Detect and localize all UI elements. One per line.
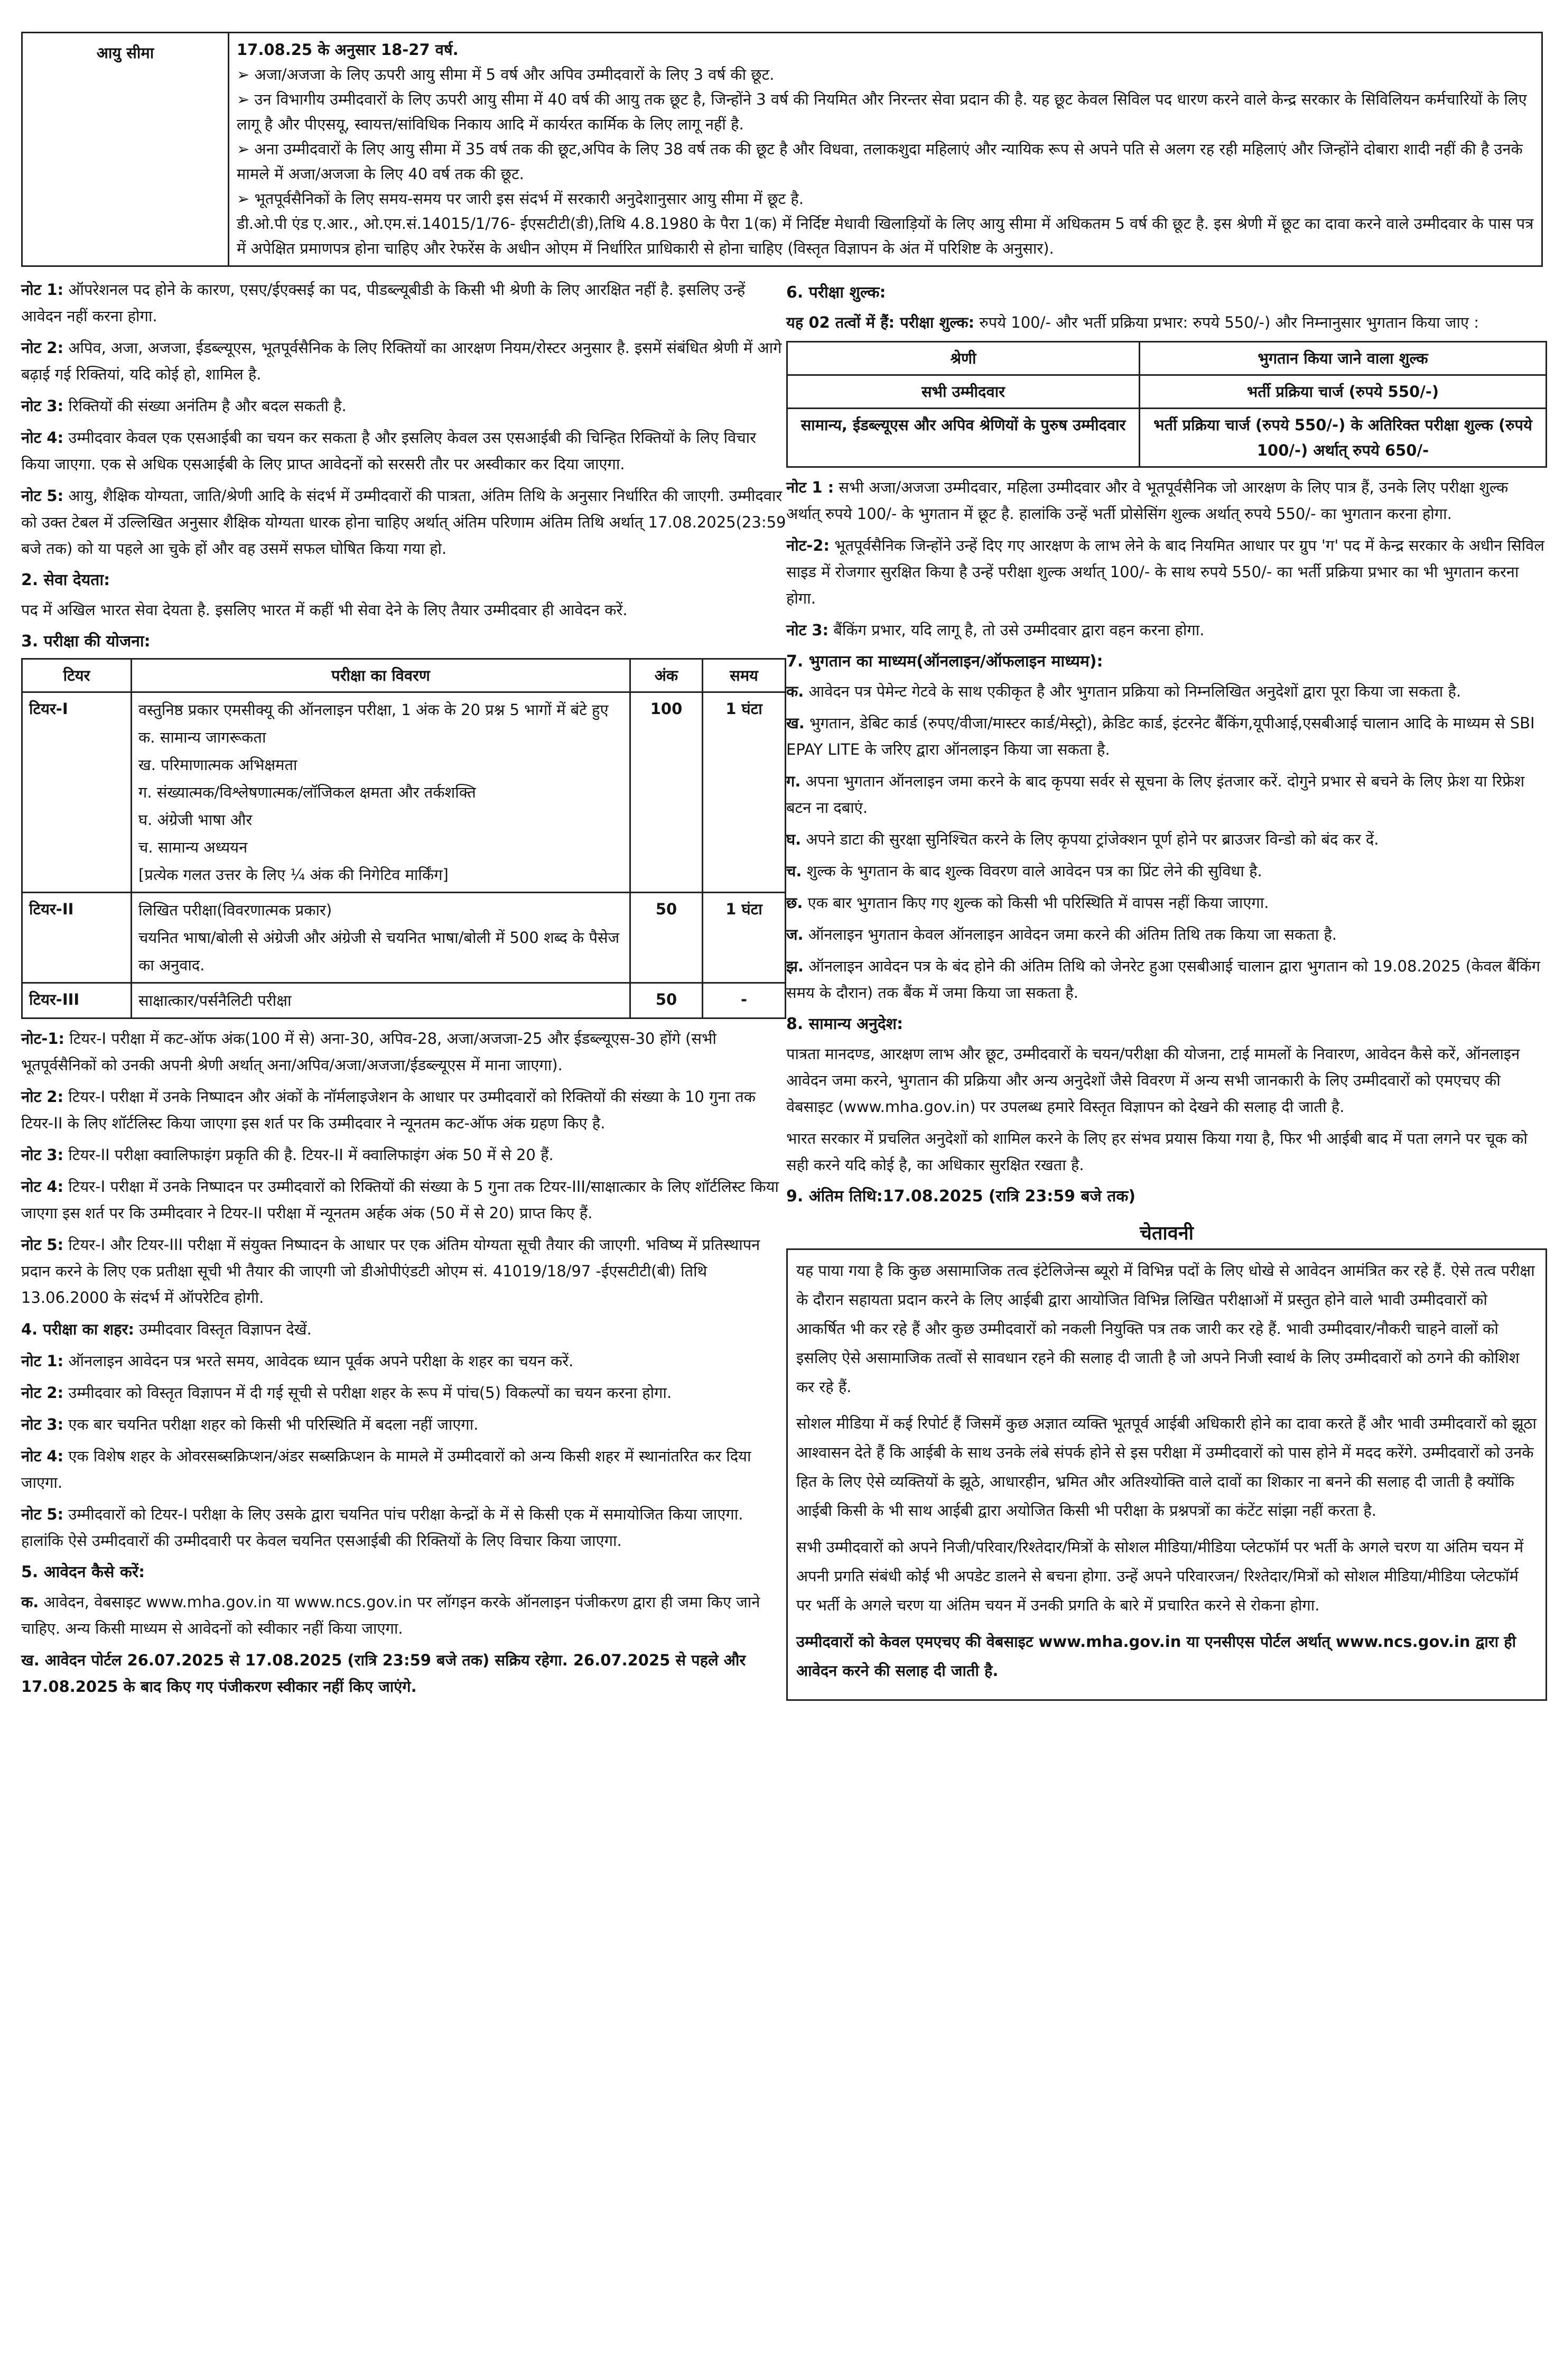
note-item: नोट 2: अपिव, अजा, अजजा, ईडब्ल्यूएस, भूतपूर्वसैनिक के लिए रिक्तियों का आरक्षण नियम/रोस्टर अनुसार है. इसमें संबंधित श्रेणी में आगे बढ़ाई गई रिक्तियां, यदि कोई हो, शामिल है. [21, 339, 782, 383]
note-item: नोट 3: बैंकिंग प्रभार, यदि लागू है, तो उसे उम्मीदवार द्वारा वहन करना होगा. [786, 621, 1205, 639]
category-cell: सामान्य, ईडब्ल्यूएस और अपिव श्रेणियों के पुरुष उम्मीदवार [787, 409, 1140, 467]
last-date: 9. अंतिम तिथि:17.08.2025 (रात्रि 23:59 बजे तक) [786, 1187, 1136, 1206]
warning-box [786, 1248, 1547, 1701]
general-instructions-text: भारत सरकार में प्रचलित अनुदेशों को शामिल करने के लिए हर संभव प्रयास किया गया है, फिर भी आईबी बाद में पता लगने पर चूक को सही करने यदि कोई है, का अधिकार सुरक्षित रखता है. [786, 1129, 1528, 1174]
sports-relaxation-text: डी.ओ.पी एंड ए.आर., ओ.एम.सं.14015/1/76- ईएसटीटी(डी),तिथि 4.8.1980 के पैरा 1(क) में निर्दिष्ट मेधावी खिलाड़ियों के लिए आयु सीमा में अधिकतम 5 वर्ष की छूट है. इस श्रेणी में छूट का दावा करने वाले उम्मीदवार के पास पत्र में अपेक्षित प्रमाणपत्र होना चाहिए और रेफरेंस के अधीन ओएम में निर्धारित प्राधिकारी से होना चाहिए (विस्तृत विज्ञापन के अंत में परिशिष्ट के अनुसार). [237, 215, 1534, 257]
exam-city-line [21, 1316, 786, 1342]
age-limit-heading: 17.08.25 के अनुसार 18-27 वर्ष. [237, 41, 459, 59]
exam-description-cell: वस्तुनिष्ठ प्रकार एमसीक्यू की ऑनलाइन परीक्षा, 1 अंक के 20 प्रश्न 5 भागों में बंटे हुए क. सामान्य जागरूकता ख. परिमाणात्मक अभिक्षमता ग. संख्यात्मक/विश्लेषणात्मक/लॉजिकल क्षमता और तर्कशक्ति घ. अंग्रेजी भाषा और च. सामान्य अध्ययन [प्रत्येक गलत उत्तर के लिए ¼ अंक की निगेटिव मार्किंग] [132, 692, 630, 893]
exam-city-heading: 4. परीक्षा का शहर: [21, 1320, 134, 1338]
column-header: टियर [22, 659, 132, 692]
fee-cell: भर्ती प्रक्रिया चार्ज (रुपये 550/-) के अतिरिक्त परीक्षा शुल्क (रुपये 100/-) अर्थात् रुपये 650/- [1140, 409, 1547, 467]
apply-item: ख. आवेदन पोर्टल 26.07.2025 से 17.08.2025 (रात्रि 23:59 बजे तक) सक्रिय रहेगा. 26.07.2025 से पहले और 17.08.2025 के बाद किए गए पंजीकरण स्वीकार नहीं किए जाएंगे. [21, 1651, 746, 1696]
age-relaxation-bullet: ➢ अजा/अजजा के लिए ऊपरी आयु सीमा में 5 वर्ष और अपिव उम्मीदवारों के लिए 3 वर्ष की छूट. [237, 62, 1534, 87]
note-item: नोट 4: उम्मीदवार केवल एक एसआईबी का चयन कर सकता है और इसलिए केवल उस एसआईबी की चिन्हित रिक्तियों के लिए विचार किया जाएगा. एक से अधिक एसआईबी के लिए प्राप्त आवेदनों को सरसरी तौर पर अस्वीकार कर दिया जाएगा. [21, 429, 757, 473]
payment-item: ख. भुगतान, डेबिट कार्ड (रुपए/वीजा/मास्टर कार्ड/मेस्ट्रो), क्रेडिट कार्ड, इंटरनेट बैंकिंग,यूपीआई,एसबीआई चालान आदि के माध्यम से SBI EPAY LITE के जरिए द्वारा ऑनलाइन किया जा सकता है. [786, 714, 1535, 758]
warning-paragraph: सभी उम्मीदवारों को अपने निजी/परिवार/रिश्तेदार/मित्रों के सोशल मीडिया/मीडिया प्लेटफॉर्म पर भर्ती के अगले चरण या अंतिम चयन में अपनी प्रगति संबंधी कोई भी अपडेट डालने से बचना होगा. उन्हें अपने परिवारजन/ रिश्तेदार/मित्रों को सोशल मीडिया/मीडिया प्लेटफॉर्म पर भर्ती के अगले चरण या अंतिम चयन में उनकी प्रगति के बारे में प्रचारित करने से रोकना होगा. [796, 1538, 1524, 1614]
column-header: श्रेणी [787, 342, 1140, 375]
left-column [21, 276, 786, 1705]
age-relaxation-bullet: ➢ अना उम्मीदवारों के लिए आयु सीमा में 35 वर्ष तक की छूट,अपिव के लिए 38 वर्ष तक की छूट है और विधवा, तलाकशुदा महिलाएं और न्यायिक रूप से अपने पति से अलग रह रही महिलाएं और जिन्होंने दोबारा शादी नहीं की है उनके मामले में अजा/अजजा के लिए 40 वर्ष तक की छूट. [237, 137, 1534, 187]
payment-item: घ. अपने डाटा की सुरक्षा सुनिश्चित करने के लिए कृपया ट्रांजेक्शन पूर्ण होने पर ब्राउजर विन्डो को बंद कर दें. [786, 830, 1379, 848]
exam-description-cell: साक्षात्कार/पर्सनैलिटी परीक्षा [132, 983, 630, 1018]
fee-cell: भर्ती प्रक्रिया चार्ज (रुपये 550/-) [1140, 375, 1547, 409]
exam-fee-heading: 6. परीक्षा शुल्क: [786, 283, 886, 302]
how-to-apply-heading: 5. आवेदन कैसे करें: [21, 1563, 145, 1581]
note-item: नोट 2: टियर-I परीक्षा में उनके निष्पादन और अंकों के नॉर्मलाइजेशन के आधार पर उम्मीदवारों को रिक्तियों की संख्या के 10 गुना तक टियर-II के लिए शॉर्टलिस्ट किया जाएगा इस शर्त पर कि उम्मीदवार ने न्यूनतम कट-ऑफ अंक ग्रहण किए है. [21, 1088, 756, 1132]
exam-scheme-table [21, 658, 786, 1019]
table-row [22, 983, 786, 1018]
fee-table [786, 341, 1547, 468]
payment-item: छ. एक बार भुगतान किए गए शुल्क को किसी भी परिस्थिति में वापस नहीं किया जाएगा. [786, 894, 1269, 912]
service-liability-heading: 2. सेवा देयता: [21, 571, 110, 589]
note-item: नोट 5: टियर-I और टियर-III परीक्षा में संयुक्त निष्पादन के आधार पर एक अंतिम योग्यता सूची तैयार की जाएगी. भविष्य में प्रतिस्थापन प्रदान करने के लिए एक प्रतीक्षा सूची भी तैयार की जाएगी जो डीओपीएंडटी ओएम सं. 41019/18/97 -ईएसटीटी(बी) तिथि 13.06.2000 के संदर्भ में ऑपरेटिव होगी. [21, 1236, 760, 1307]
tier-cell: टियर-I [22, 692, 132, 893]
note-item: नोट 4: टियर-I परीक्षा में उनके निष्पादन पर उम्मीदवारों को रिक्तियों की संख्या के 5 गुना तक टियर-III/साक्षात्कार के लिए शॉर्टलिस्ट किया जाएगा इस शर्त पर कि उम्मीदवार ने टियर-II परीक्षा में न्यूनतम अर्हक अंक (50 में से 20) प्राप्त किए हैं. [21, 1178, 779, 1222]
column-header: परीक्षा का विवरण [132, 659, 630, 692]
age-limit-label: आयु सीमा [22, 33, 229, 266]
two-column-body [21, 276, 1543, 1705]
note-item: नोट 5: आयु, शैक्षिक योग्यता, जाति/श्रेणी आदि के संदर्भ में उम्मीदवारों की पात्रता, अंतिम तिथि के अनुसार निर्धारित की जाएगी. उम्मीदवार को उक्त टेबल में उल्लिखित अनुसार शैक्षिक योग्यता धारक होना चाहिए अर्थात् अंतिम परिणाम अंतिम तिथि अर्थात् 17.08.2025(23:59 बजे तक) को या पहले आ चुके हों और वह उसमें सफल घोषित किया गया हो. [21, 487, 786, 558]
exam-description-cell: लिखित परीक्षा(विवरणात्मक प्रकार) चयनित भाषा/बोली से अंग्रेजी और अंग्रेजी से चयनित भाषा/बोली में 500 शब्द के पैसेज का अनुवाद. [132, 893, 630, 983]
general-instructions-heading: 8. सामान्य अनुदेश: [786, 1015, 904, 1033]
time-cell: - [703, 983, 786, 1018]
payment-item: झ. ऑनलाइन आवेदन पत्र के बंद होने की अंतिम तिथि को जेनरेट हुआ एसबीआई चालान द्वारा भुगतान को 19.08.2025 (केवल बैंकिंग समय के दौरान) तक बैंक में जमा किया जा सकता है. [786, 957, 1540, 1002]
age-relaxation-bullet: ➢ उन विभागीय उम्मीदवारों के लिए ऊपरी आयु सीमा में 40 वर्ष की आयु तक छूट है, जिन्होंने 3 वर्ष की नियमित और निरन्तर सेवा प्रदान की है. यह छूट केवल सिविल पद धारण करने वाले केन्द्र सरकार के सिविलियन कर्मचारियों के लिए लागू है और पीएसयू, स्वायत्त/सांविधिक निकाय आदि में कार्यरत कार्मिक के लिए लागू नहीं है. [237, 87, 1534, 137]
marks-cell: 50 [630, 893, 703, 983]
table-header-row [787, 342, 1547, 375]
right-column [786, 276, 1547, 1705]
table-row [22, 692, 786, 893]
note-item: नोट 4: एक विशेष शहर के ओवरसब्सक्रिप्शन/अंडर सब्सक्रिप्शन के मामले में उम्मीदवारों को अन्य किसी शहर में स्थानांतरित कर दिया जाएगा. [21, 1447, 751, 1492]
note-item: नोट 2: उम्मीदवार को विस्तृत विज्ञापन में दी गई सूची से परीक्षा शहर के रूप में पांच(5) विकल्पों का चयन करना होगा. [21, 1384, 672, 1402]
table-header-row [22, 659, 786, 692]
note-item: नोट 1 : सभी अजा/अजजा उम्मीदवार, महिला उम्मीदवार और वे भूतपूर्वसैनिक जो आरक्षण के लिए पात्र हैं, उनके लिए परीक्षा शुल्क अर्थात् रुपये 100/- के भुगतान में छूट है. हालांकि उन्हें भर्ती प्रोसेसिंग शुल्क अर्थात् रुपये 550/- का भुगतान करना होगा. [786, 478, 1509, 523]
marks-cell: 50 [630, 983, 703, 1018]
time-cell: 1 घंटा [703, 893, 786, 983]
category-cell: सभी उम्मीदवार [787, 375, 1140, 409]
payment-item: ज. ऑनलाइन भुगतान केवल ऑनलाइन आवेदन जमा करने की अंतिम तिथि तक किया जा सकता है. [786, 925, 1337, 943]
age-relaxation-bullet: ➢ भूतपूर्वसैनिकों के लिए समय-समय पर जारी इस संदर्भ में सरकारी अनुदेशानुसार आयु सीमा में छूट है. [237, 187, 1534, 211]
general-instructions-text: पात्रता मानदण्ड, आरक्षण लाभ और छूट, उम्मीदवारों के चयन/परीक्षा की योजना, टाई मामलों के निवारण, आवेदन कैसे करें, ऑनलाइन आवेदन जमा करने, भुगतान की प्रक्रिया और अन्य अनुदेशों जैसे विवरण में अन्य सभी जानकारी के लिए उम्मीदवारों को एमएचए की वेबसाइट (www.mha.gov.in) पर उपलब्ध हमारे विस्तृत विज्ञापन को देखने की सलाह दी जाती है. [786, 1045, 1520, 1116]
table-row [22, 893, 786, 983]
age-limit-details [229, 33, 1542, 266]
warning-final-advice: उम्मीदवारों को केवल एमएचए की वेबसाइट www.mha.gov.in या एनसीएस पोर्टल अर्थात् www.ncs.gov.in द्वारा ही आवेदन करने की सलाह दी जाती है. [796, 1633, 1516, 1680]
time-cell: 1 घंटा [703, 692, 786, 893]
note-item: नोट 5: उम्मीदवारों को टियर-I परीक्षा के लिए उसके द्वारा चयनित पांच परीक्षा केन्द्रों के में से किसी एक में समायोजित किया जाएगा. हालांकि ऐसे उम्मीदवारों की उम्मीदवारी पर केवल चयनित एसआईबी की रिक्तियों के लिए विचार किया जाएगा. [21, 1505, 743, 1550]
payment-item: ग. अपना भुगतान ऑनलाइन जमा करने के बाद कृपया सर्वर से सूचना के लिए इंतजार करें. दोगुने प्रभार से बचने के लिए फ्रेश या रिफ्रेश बटन ना दबाएं. [786, 772, 1525, 817]
payment-item: च. शुल्क के भुगतान के बाद शुल्क विवरण वाले आवेदन पत्र का प्रिंट लेने की सुविधा है. [786, 862, 1262, 880]
note-item: नोट-2: भूतपूर्वसैनिक जिन्होंने उन्हें दिए गए आरक्षण के लाभ लेने के बाद नियमित आधार पर ग्रुप 'ग' पद में केन्द्र सरकार के अधीन सिविल साइड में रोजगार सुरक्षित किया है उन्हें परीक्षा शुल्क अर्थात् 100/- के साथ रुपये 550/- का भर्ती प्रक्रिया प्रभार का भी भुगतान करना होगा. [786, 536, 1544, 607]
marks-cell: 100 [630, 692, 703, 893]
age-limit-table [21, 32, 1543, 267]
column-header: भुगतान किया जाने वाला शुल्क [1140, 342, 1547, 375]
service-liability-text: पद में अखिल भारत सेवा देयता है. इसलिए भारत में कहीं भी सेवा देने के लिए तैयार उम्मीदवार ही आवेदन करें. [21, 601, 628, 619]
warning-title: चेतावनी [1139, 1223, 1194, 1244]
note-item: नोट 1: ऑनलाइन आवेदन पत्र भरते समय, आवेदक ध्यान पूर्वक अपने परीक्षा के शहर का चयन करें. [21, 1352, 574, 1370]
note-item: नोट 3: एक बार चयनित परीक्षा शहर को किसी भी परिस्थिति में बदला नहीं जाएगा. [21, 1415, 479, 1433]
apply-item: क. आवेदन, वेबसाइट www.mha.gov.in या www.ncs.gov.in पर लॉगइन करके ऑनलाइन पंजीकरण द्वारा ही जमा किए जाने चाहिए. अन्य किसी माध्यम से आवेदनों को स्वीकार नहीं किया जाएगा. [21, 1593, 760, 1637]
note-item: नोट 3: रिक्तियों की संख्या अनंतिम है और बदल सकती है. [21, 397, 347, 415]
payment-mode-heading: 7. भुगतान का माध्यम(ऑनलाइन/ऑफलाइन माध्यम): [786, 652, 1103, 671]
column-header: अंक [630, 659, 703, 692]
table-row [787, 409, 1547, 467]
exam-scheme-heading: 3. परीक्षा की योजना: [21, 632, 151, 651]
table-row [787, 375, 1547, 409]
tier-cell: टियर-III [22, 983, 132, 1018]
note-item: नोट 3: टियर-II परीक्षा क्वालिफाइंग प्रकृति की है. टियर-II में क्वालिफाइंग अंक 50 में से 20 हैं. [21, 1146, 554, 1164]
exam-city-text: उम्मीदवार विस्तृत विज्ञापन देखें. [139, 1320, 312, 1338]
tier-cell: टियर-II [22, 893, 132, 983]
payment-item: क. आवेदन पत्र पेमेन्ट गेटवे के साथ एकीकृत है और भुगतान प्रक्रिया को निम्नलिखित अनुदेशों द्वारा पूरा किया जा सकता है. [786, 682, 1461, 700]
note-item: नोट-1: टियर-I परीक्षा में कट-ऑफ अंक(100 में से) अना-30, अपिव-28, अजा/अजजा-25 और ईडब्ल्यूएस-30 होंगे (सभी भूतपूर्वसैनिकों को उनकी अपनी श्रेणी अर्थात् अना/अपिव/अजा/अजजा/ईडब्ल्यूएस में माना जाएगा). [21, 1030, 716, 1074]
note-item: नोट 1: ऑपरेशनल पद होने के कारण, एसए/ईएक्सई का पद, पीडब्ल्यूबीडी के किसी भी श्रेणी के लिए आरक्षित नहीं है. इसलिए उन्हें आवेदन नहीं करना होगा. [21, 281, 746, 325]
warning-paragraph: यह पाया गया है कि कुछ असामाजिक तत्व इंटेलिजेन्स ब्यूरो में विभिन्न पदों के लिए धोखे से आवेदन आमंत्रित कर रहे हैं. ऐसे तत्व परीक्षा के दौरान सहायता प्रदान करने के लिए आईबी द्वारा आयोजित विभिन्न लिखित परीक्षाओं में प्रस्तुत होने वाले भावी उम्मीदवारों को आकर्षित भी कर रहे हैं और कुछ उम्मीदवारों को नकली नियुक्ति पत्र तक जारी कर रहे हैं. भावी उम्मीदवार/नौकरी चाहने वालों को इसलिए ऐसे असामाजिक तत्वों से सावधान रहने की सलाह दी जाती है जो अपने निजी स्वार्थ के लिए उम्मीदवारों को ठगने की कोशिश कर रहे हैं. [796, 1262, 1535, 1396]
warning-paragraph: सोशल मीडिया में कई रिपोर्ट हैं जिसमें कुछ अज्ञात व्यक्ति भूतपूर्व आईबी अधिकारी होने का दावा करते हैं और भावी उम्मीदवारों को झूठा आश्वासन देते हैं कि आईबी के साथ उनके लंबे संपर्क होने से इस परीक्षा में उम्मीदवारों को पास होने में मदद करेंगे. उम्मीदवारों को उनके हित के लिए ऐसे व्यक्तियों के झूठे, आधारहीन, भ्रमित और अतिश्योक्ति वाले दावों का शिकार ना बनने की सलाह दी जाती है क्योंकि आईबी किसी के भी साथ आईबी द्वारा अयोजित किसी भी परीक्षा के प्रश्नपत्रों का कंटेंट सांझा नहीं करता है. [796, 1414, 1537, 1520]
exam-fee-intro: यह 02 तत्वों में हैं: परीक्षा शुल्क: रुपये 100/- और भर्ती प्रक्रिया प्रभार: रुपये 550/-) और निम्नानुसार भुगतान किया जाए : [786, 313, 1479, 331]
column-header: समय [703, 659, 786, 692]
